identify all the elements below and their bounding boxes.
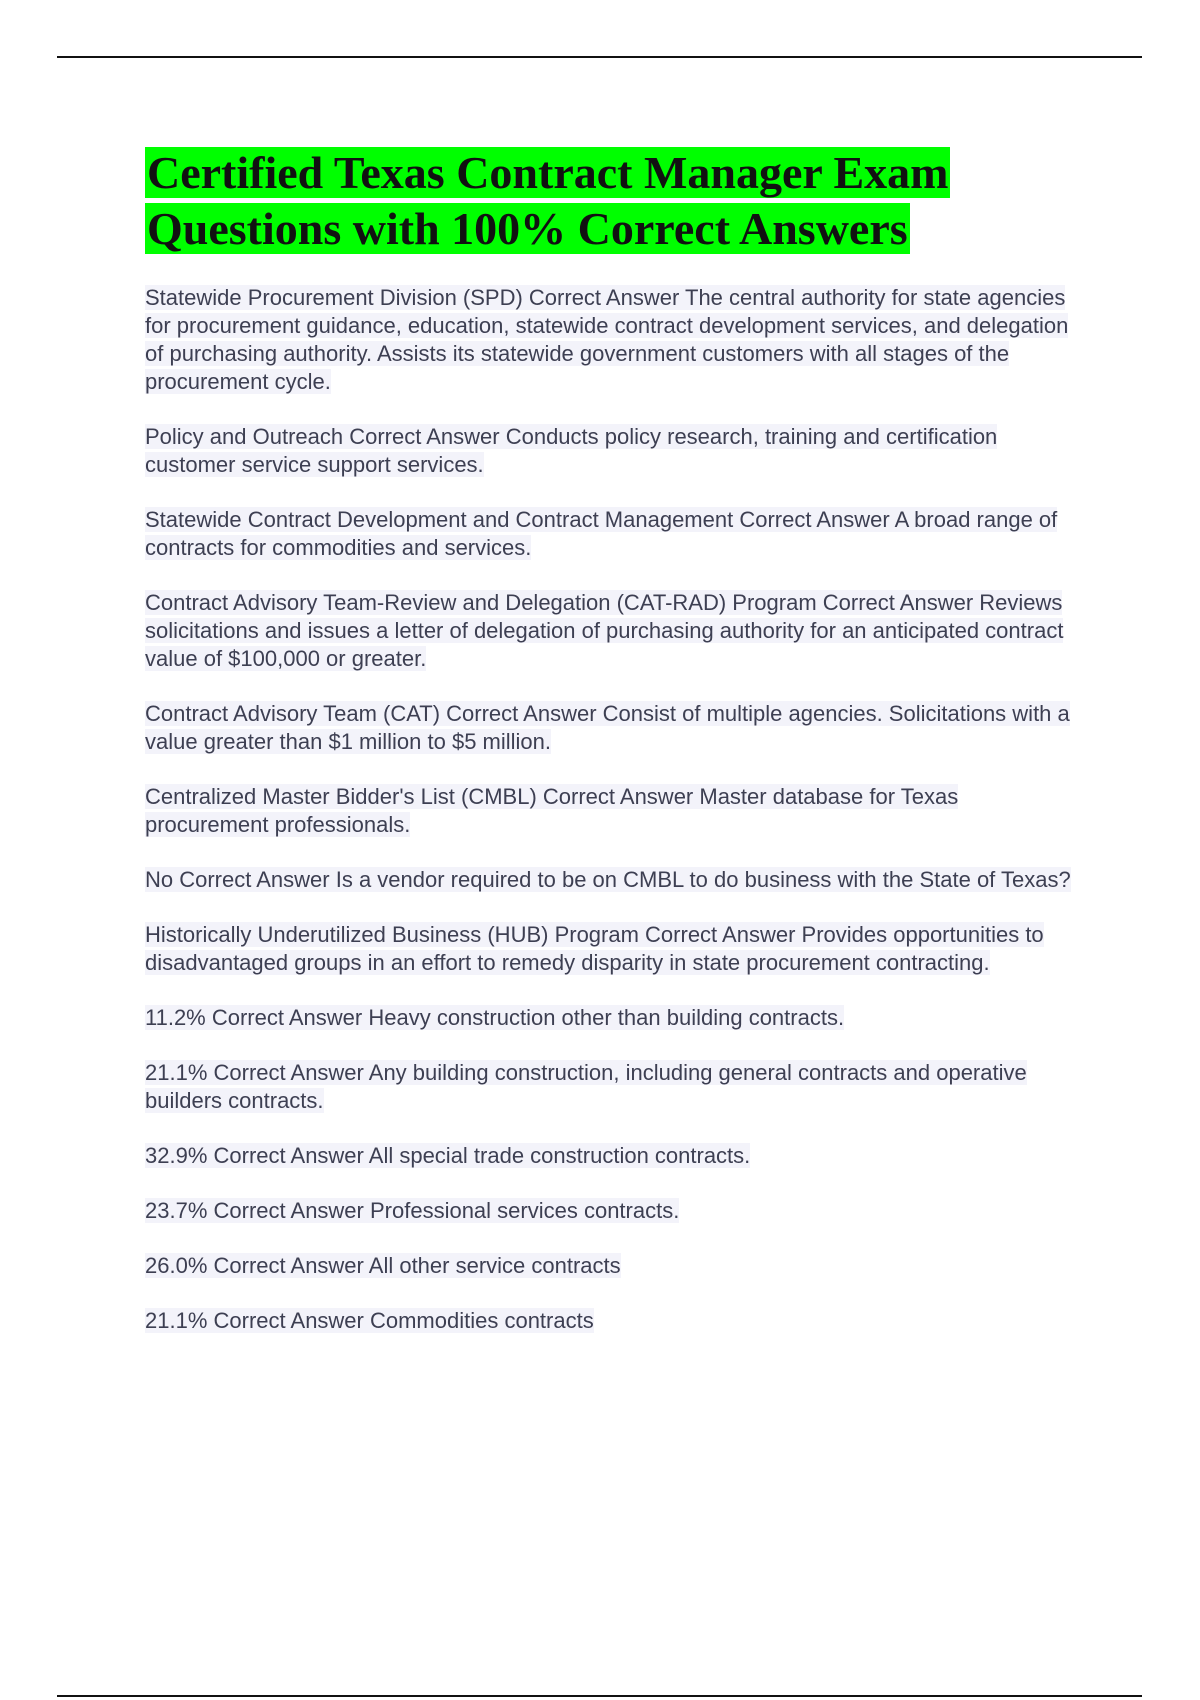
qa-text: Contract Advisory Team (CAT) Correct Answer Consist of multiple agencies. Solicitations with a value greater than $1 million to $5 million. [145, 701, 1070, 754]
qa-item-13 [145, 1252, 1085, 1280]
header-rule [57, 56, 1142, 58]
page-title [145, 145, 1045, 257]
footer-rule [57, 1695, 1142, 1697]
qa-text: Contract Advisory Team-Review and Delegation (CAT-RAD) Program Correct Answer Reviews solicitations and issues a letter of delegation of purchasing authority for an anticipated contract value of $100,000 or greater. [145, 590, 1064, 671]
qa-item-6 [145, 783, 1085, 839]
qa-text: 11.2% Correct Answer Heavy construction other than building contracts. [145, 1005, 845, 1030]
title-line-2: Questions with 100% Correct Answers [147, 203, 908, 254]
qa-item-1 [145, 284, 1085, 396]
qa-text: Statewide Contract Development and Contract Management Correct Answer A broad range of contracts for commodities and services. [145, 507, 1058, 560]
qa-item-5 [145, 700, 1085, 756]
qa-text: Statewide Procurement Division (SPD) Correct Answer The central authority for state agencies for procurement guidance, education, statewide contract development services, and delegation of purchasing authority. Assists its statewide government customers with all stages of the procurement cycle. [145, 285, 1069, 394]
qa-item-2 [145, 423, 1085, 479]
qa-text: 32.9% Correct Answer All special trade construction contracts. [145, 1143, 751, 1168]
qa-text: 26.0% Correct Answer All other service contracts [145, 1253, 621, 1278]
qa-list [145, 284, 1085, 1362]
qa-text: 23.7% Correct Answer Professional services contracts. [145, 1198, 680, 1223]
qa-item-10 [145, 1059, 1085, 1115]
qa-item-8 [145, 921, 1085, 977]
qa-item-11 [145, 1142, 1085, 1170]
qa-text: 21.1% Correct Answer Commodities contracts [145, 1308, 594, 1333]
qa-text: Historically Underutilized Business (HUB) Program Correct Answer Provides opportunities to disadvantaged groups in an effort to remedy disparity in state procurement contracting. [145, 922, 1044, 975]
qa-item-3 [145, 506, 1085, 562]
qa-text: 21.1% Correct Answer Any building construction, including general contracts and operative builders contracts. [145, 1060, 1027, 1113]
qa-text: Policy and Outreach Correct Answer Conducts policy research, training and certification customer service support services. [145, 424, 998, 477]
title-line-1: Certified Texas Contract Manager Exam [147, 147, 949, 198]
qa-item-9 [145, 1004, 1085, 1032]
qa-item-12 [145, 1197, 1085, 1225]
qa-text: No Correct Answer Is a vendor required to be on CMBL to do business with the State of Texas? [145, 867, 1071, 892]
qa-text: Centralized Master Bidder's List (CMBL) Correct Answer Master database for Texas procurement professionals. [145, 784, 959, 837]
qa-item-4 [145, 589, 1085, 673]
qa-item-7 [145, 866, 1085, 894]
qa-item-14 [145, 1307, 1085, 1335]
